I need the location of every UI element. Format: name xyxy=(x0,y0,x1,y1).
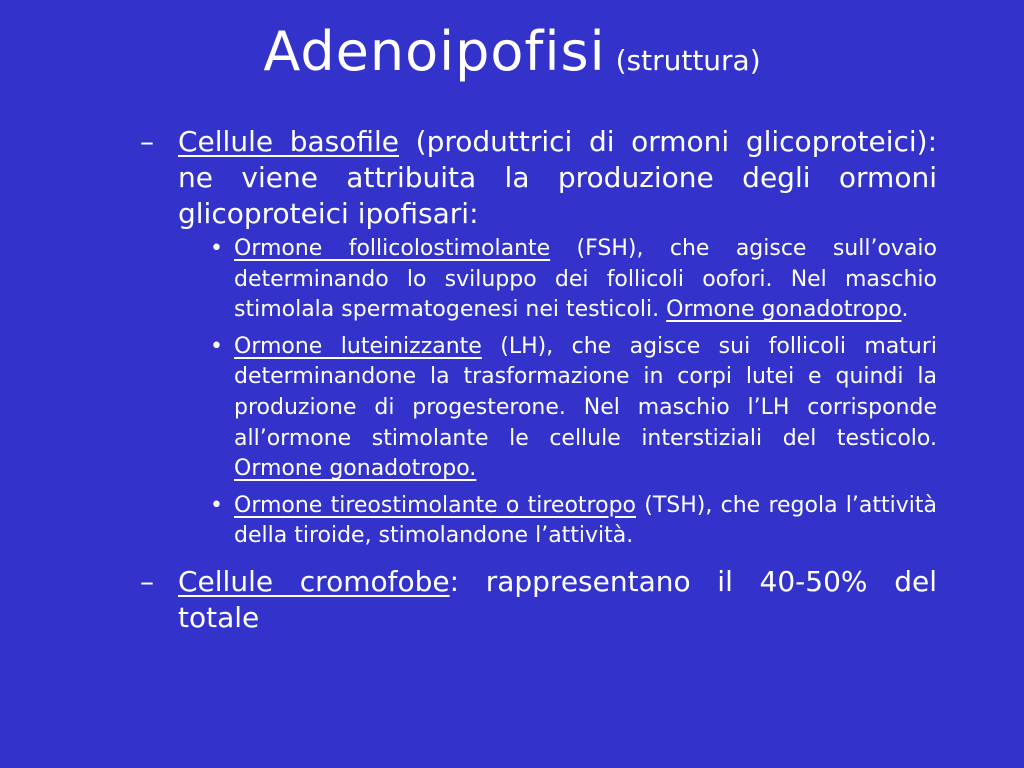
title-subtitle: (struttura) xyxy=(615,44,761,77)
term-tsh: Ormone tireostimolante o tireotropo xyxy=(234,492,637,518)
term-basophil-cells: Cellule basofile xyxy=(178,125,400,158)
dash-marker: – xyxy=(140,125,154,158)
sub-item-text: (TSH), che regola l’attività della tiroide, stimolandone l’attività. xyxy=(234,492,938,549)
item-text: (produttrici di ormoni glicoproteici): ne viene attribuita la produzione degli ormoni glicoproteici ipofisari: xyxy=(178,125,938,230)
sub-item-text: (LH), che agisce sui follicoli maturi determinandone la trasformazione in corpi lutei e quindi la produzione di progesterone. Nel maschio l’LH corrisponde all’ormone stimolante le cellule interstiziali del testicolo. xyxy=(234,333,937,451)
slide-content xyxy=(140,124,937,636)
bullet-marker: • xyxy=(210,236,223,261)
bullet-marker: • xyxy=(210,333,223,359)
slide-title xyxy=(0,20,1024,83)
item-text: : rappresentano il 40-50% del totale xyxy=(178,564,937,634)
sub-item-end: . xyxy=(901,297,909,323)
term-chromophobe-cells: Cellule cromofobe xyxy=(178,564,450,598)
title-main: Adenoipofisi xyxy=(263,20,606,83)
term-fsh: Ormone follicolostimolante xyxy=(234,236,551,261)
term-lh: Ormone luteinizzante xyxy=(234,333,482,359)
bullet-marker: • xyxy=(210,492,223,518)
term-gonadotropic-hormone: Ormone gonadotropo. xyxy=(234,456,477,482)
sub-item-text: (FSH), che agisce sull’ovaio determinando lo sviluppo dei follicoli oofori. Nel maschio stimolala spermatogenesi nei testicoli. xyxy=(234,236,938,323)
sub-item-fsh xyxy=(196,234,937,326)
term-gonadotropic-hormone: Ormone gonadotropo xyxy=(666,297,902,323)
dash-marker: – xyxy=(140,564,154,598)
sub-item-lh xyxy=(196,332,937,485)
list-item-chromophobe-cells xyxy=(140,564,937,636)
sub-list xyxy=(196,234,937,552)
sub-item-tsh xyxy=(196,491,937,552)
list-item-basophil-cells xyxy=(140,124,937,232)
